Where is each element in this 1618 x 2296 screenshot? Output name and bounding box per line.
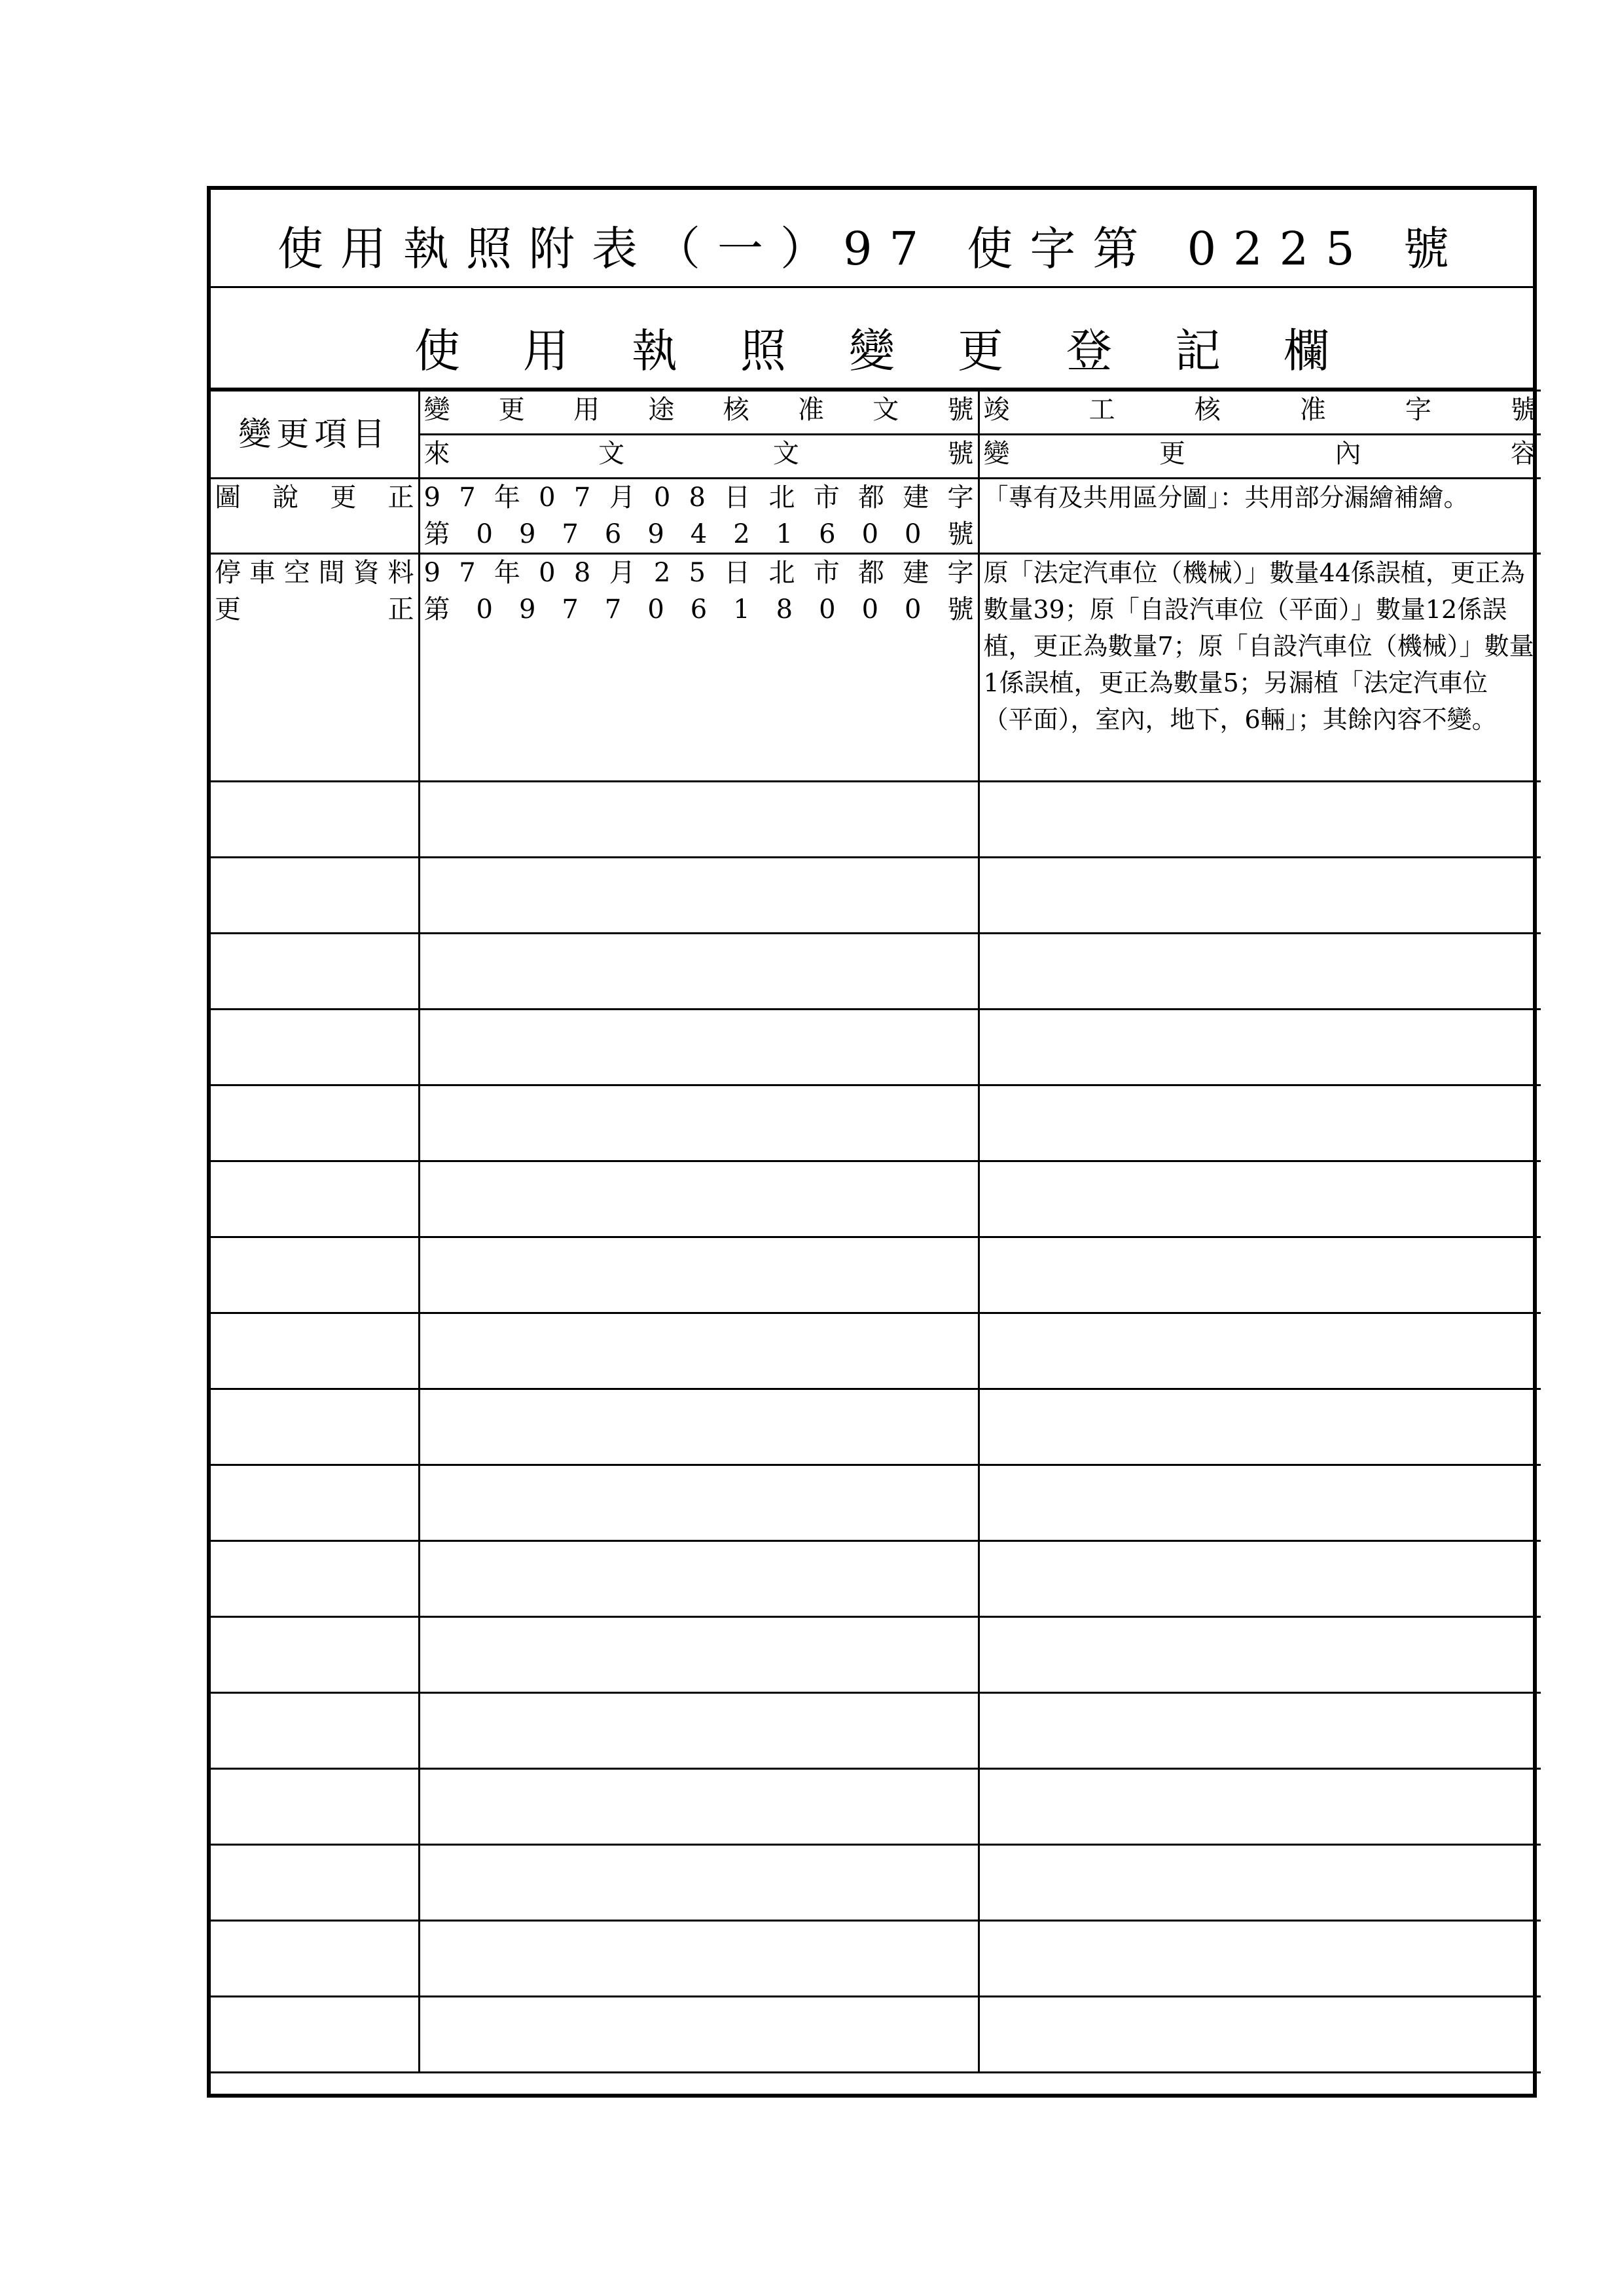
empty-cell — [211, 1921, 419, 1997]
empty-row — [211, 1313, 1541, 1389]
row-item — [211, 479, 419, 554]
header-change-content — [979, 435, 1541, 479]
row-doc-line2: 第 0 9 7 6 9 4 2 1 6 0 0 號 — [423, 519, 974, 549]
empty-cell — [979, 934, 1541, 1010]
row-doc-line2: 第 0 9 7 7 0 6 1 8 0 0 0 號 — [423, 594, 974, 625]
header-item — [211, 391, 419, 479]
empty-cell — [211, 1845, 419, 1921]
header-completion-no-label: 竣 工 核 准 字 號 — [983, 395, 1537, 425]
row-doc-line1: 9 7 年 0 7 月 0 8 日 北 市 都 建 字 — [423, 483, 974, 513]
empty-row — [211, 1921, 1541, 1997]
empty-cell — [419, 1313, 979, 1389]
empty-cell — [979, 1541, 1541, 1617]
empty-cell — [211, 1997, 419, 2073]
empty-cell — [211, 1161, 419, 1237]
empty-cell — [979, 1617, 1541, 1693]
header-incoming-doc-label: 來 文 文 號 — [423, 439, 974, 469]
empty-cell — [419, 858, 979, 934]
empty-cell — [211, 1693, 419, 1769]
empty-cell — [979, 1997, 1541, 2073]
header-approval-doc — [419, 391, 979, 435]
empty-cell — [419, 782, 979, 858]
row-item-line1: 停 車 空 間 資 料 — [215, 558, 414, 588]
empty-cell — [419, 1085, 979, 1161]
empty-cell — [979, 1161, 1541, 1237]
empty-row — [211, 1237, 1541, 1313]
empty-row — [211, 1617, 1541, 1693]
license-sheet — [207, 186, 1537, 2098]
empty-cell — [211, 1085, 419, 1161]
empty-row — [211, 1541, 1541, 1617]
empty-cell — [979, 1465, 1541, 1541]
empty-cell — [211, 782, 419, 858]
row-content — [979, 479, 1541, 554]
row-item-line1: 圖 說 更 正 — [215, 483, 414, 513]
header-completion-no — [979, 391, 1541, 435]
header-item-label: 變更項目 — [238, 415, 391, 453]
row-doc-line1: 9 7 年 0 8 月 2 5 日 北 市 都 建 字 — [423, 558, 974, 588]
empty-cell — [979, 1389, 1541, 1465]
empty-row — [211, 1389, 1541, 1465]
empty-row — [211, 934, 1541, 1010]
empty-row — [211, 782, 1541, 858]
empty-cell — [979, 1845, 1541, 1921]
empty-cell — [211, 1769, 419, 1845]
empty-cell — [979, 1313, 1541, 1389]
header-approval-doc-label: 變 更 用 途 核 准 文 號 — [423, 395, 974, 425]
empty-cell — [419, 1845, 979, 1921]
empty-cell — [979, 858, 1541, 934]
empty-cell — [979, 1237, 1541, 1313]
empty-cell — [211, 934, 419, 1010]
empty-cell — [419, 1465, 979, 1541]
empty-cell — [419, 934, 979, 1010]
title-row — [211, 190, 1533, 288]
empty-cell — [419, 1237, 979, 1313]
empty-cell — [419, 1161, 979, 1237]
row-content-text: 「專有及共用區分圖」：共用部分漏繪補繪。 — [983, 483, 1469, 512]
empty-cell — [979, 1769, 1541, 1845]
row-doc — [419, 479, 979, 554]
empty-cell — [211, 1465, 419, 1541]
change-register-table — [211, 390, 1541, 2073]
empty-cell — [211, 1389, 419, 1465]
empty-cell — [419, 1693, 979, 1769]
header-row-1 — [211, 391, 1541, 435]
empty-row — [211, 858, 1541, 934]
table-row — [211, 554, 1541, 782]
row-content — [979, 554, 1541, 782]
empty-cell — [419, 1541, 979, 1617]
empty-cell — [419, 1389, 979, 1465]
empty-cell — [211, 1541, 419, 1617]
empty-row — [211, 1085, 1541, 1161]
page-subtitle: 使用執照變更登記欄 — [414, 324, 1392, 378]
empty-cell — [211, 1010, 419, 1085]
empty-row — [211, 1010, 1541, 1085]
empty-row — [211, 1161, 1541, 1237]
empty-cell — [419, 1617, 979, 1693]
empty-cell — [979, 1693, 1541, 1769]
empty-row — [211, 1845, 1541, 1921]
empty-cell — [211, 1313, 419, 1389]
empty-row — [211, 1465, 1541, 1541]
empty-cell — [979, 1085, 1541, 1161]
empty-row — [211, 1693, 1541, 1769]
empty-cell — [979, 782, 1541, 858]
header-incoming-doc — [419, 435, 979, 479]
row-item-line2: 更 正 — [215, 594, 414, 625]
empty-cell — [419, 1769, 979, 1845]
empty-cell — [979, 1010, 1541, 1085]
subtitle-row — [211, 288, 1533, 390]
header-change-content-label: 變 更 內 容 — [983, 439, 1537, 469]
empty-row — [211, 1997, 1541, 2073]
empty-cell — [211, 1237, 419, 1313]
empty-cell — [419, 1921, 979, 1997]
empty-cell — [419, 1997, 979, 2073]
row-doc — [419, 554, 979, 782]
page-title: 使用執照附表（一）97 使字第 0225 號 — [278, 222, 1466, 276]
row-content-text: 原「法定汽車位（機械）」數量44係誤植，更正為數量39；原「自設汽車位（平面）」數量12係誤植，更正為數量7；原「自設汽車位（機械）」數量1係誤植，更正為數量5；另漏植「法定汽車位（平面），室內，地下，6輛」；其餘內容不變。 — [983, 558, 1534, 734]
row-item — [211, 554, 419, 782]
table-row — [211, 479, 1541, 554]
empty-cell — [419, 1010, 979, 1085]
empty-row — [211, 1769, 1541, 1845]
empty-cell — [979, 1921, 1541, 1997]
empty-cell — [211, 1617, 419, 1693]
empty-cell — [211, 858, 419, 934]
